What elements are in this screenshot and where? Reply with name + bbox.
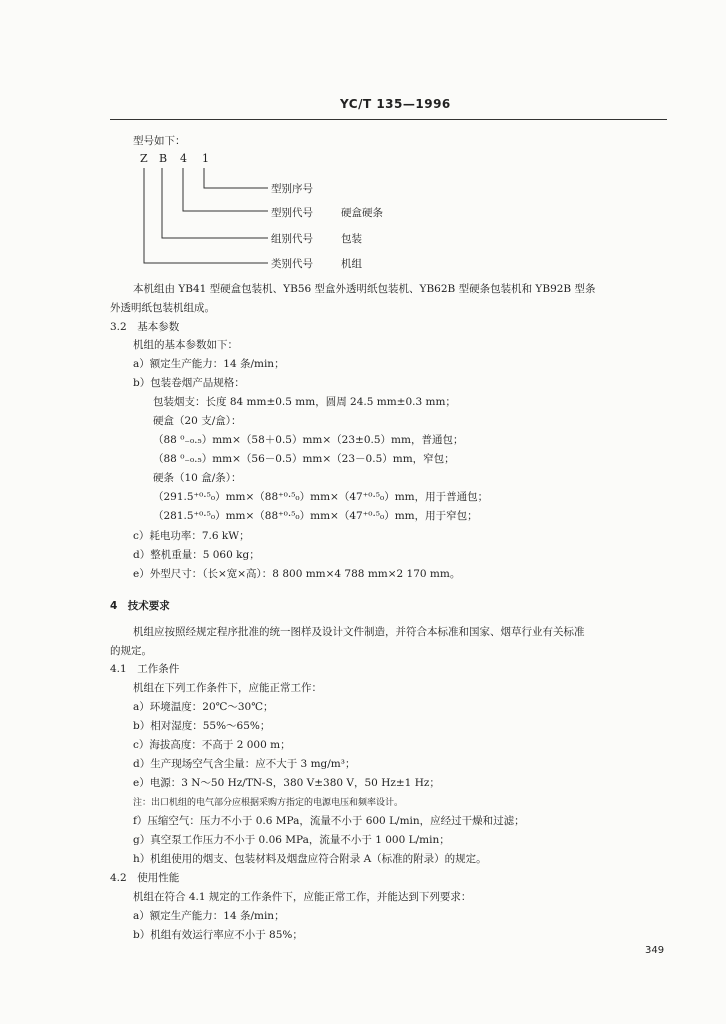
param-b-pack-narrow: （88 ⁰₋₀.₅）mm×（56－0.5）mm×（23－0.5）mm，窄包；: [153, 453, 455, 465]
param-b-hard-pack: 硬盒（20 支/盒）：: [153, 415, 242, 427]
section-4-2-intro: 机组在符合 4.1 规定的工作条件下，应能正常工作，并能达到下列要求：: [133, 891, 472, 903]
model-desc-line2: 外透明纸包装机组成。: [110, 302, 215, 314]
section-4-heading: 4 技术要求: [110, 600, 170, 612]
model-letter-b: B: [159, 152, 168, 165]
model-letter-z: Z: [140, 152, 148, 165]
cond-b: b）相对湿度：55%～65%；: [133, 720, 271, 732]
param-b: b）包装卷烟产品规格：: [133, 377, 245, 389]
section-4-2-heading: 4.2 使用性能: [110, 872, 180, 884]
section-4-para-line2: 的规定。: [110, 645, 152, 657]
param-b-carton-normal: （291.5⁺⁰·⁵₀）mm×（88⁺⁰·⁵₀）mm×（47⁺⁰·⁵₀）mm，用于普通包；: [153, 491, 489, 503]
section-4-1-intro: 机组在下列工作条件下，应能正常工作：: [133, 682, 322, 694]
cond-g: g）真空泵工作压力不小于 0.06 MPa，流量不小于 1 000 L/min；: [133, 834, 450, 846]
cond-f: f）压缩空气：压力不小于 0.6 MPa，流量不小于 600 L/min，应经过干燥和过滤；: [133, 815, 525, 827]
label-type-name: 型别代号: [271, 207, 313, 219]
cond-h: h）机组使用的烟支、包装材料及烟盘应符合附录 A（标准的附录）的规定。: [133, 853, 487, 865]
connector-group: [162, 168, 268, 238]
label-serial-name: 型别序号: [271, 183, 313, 195]
param-b-cigarette: 包装烟支：长度 84 mm±0.5 mm，圆周 24.5 mm±0.3 mm；: [153, 396, 456, 408]
label-group-value: 包装: [341, 233, 362, 245]
cond-d: d）生产现场空气含尘量：应不大于 3 mg/m³；: [133, 758, 356, 770]
param-a: a）额定生产能力：14 条/min；: [133, 358, 285, 370]
label-class-name: 类别代号: [271, 258, 313, 270]
cond-a: a）环境温度：20℃～30℃；: [133, 701, 274, 713]
perf-a: a）额定生产能力：14 条/min；: [133, 910, 285, 922]
section-4-para-line1: 机组应按照经规定程序批准的统一图样及设计文件制造，并符合本标准和国家、烟草行业有关标准: [133, 626, 585, 638]
label-class-value: 机组: [341, 258, 362, 270]
model-letter-1: 1: [202, 152, 209, 165]
cond-note: 注：出口机组的电气部分应根据采购方指定的电源电压和频率设计。: [133, 798, 404, 808]
param-c: c）耗电功率：7.6 kW；: [133, 530, 250, 542]
connector-type: [183, 168, 268, 211]
page-number: 349: [645, 945, 665, 956]
cond-c: c）海拔高度：不高于 2 000 m；: [133, 739, 291, 751]
param-e: e）外型尺寸：（长×宽×高）：8 800 mm×4 788 mm×2 170 mm。: [133, 568, 461, 580]
model-code-diagram: [0, 0, 726, 280]
param-d: d）整机重量：5 060 kg；: [133, 549, 260, 561]
perf-b: b）机组有效运行率应不小于 85%；: [133, 929, 303, 941]
section-3-2-intro: 机组的基本参数如下：: [133, 339, 238, 351]
connector-serial: [204, 168, 268, 188]
model-intro: 型号如下：: [133, 135, 186, 147]
standard-code-header: YC/T 135—1996: [340, 97, 451, 111]
param-b-pack-normal: （88 ⁰₋₀.₅）mm×（58＋0.5）mm×（23±0.5）mm，普通包；: [153, 434, 464, 446]
label-type-value: 硬盒硬条: [341, 207, 383, 219]
param-b-carton-narrow: （281.5⁺⁰·⁵₀）mm×（88⁺⁰·⁵₀）mm×（47⁺⁰·⁵₀）mm，用于窄包；: [153, 510, 478, 522]
cond-e: e）电源：3 N～50 Hz/TN-S，380 V±380 V，50 Hz±1 Hz；: [133, 777, 440, 789]
model-letter-4: 4: [180, 152, 187, 165]
connector-class: [144, 168, 268, 263]
section-4-1-heading: 4.1 工作条件: [110, 663, 180, 675]
section-3-2-heading: 3.2 基本参数: [110, 321, 180, 333]
model-desc-line1: 本机组由 YB41 型硬盒包装机、YB56 型盒外透明纸包装机、YB62B 型硬条包装机和 YB92B 型条: [133, 283, 596, 295]
label-group-name: 组别代号: [271, 233, 313, 245]
param-b-carton: 硬条（10 盒/条）：: [153, 472, 242, 484]
